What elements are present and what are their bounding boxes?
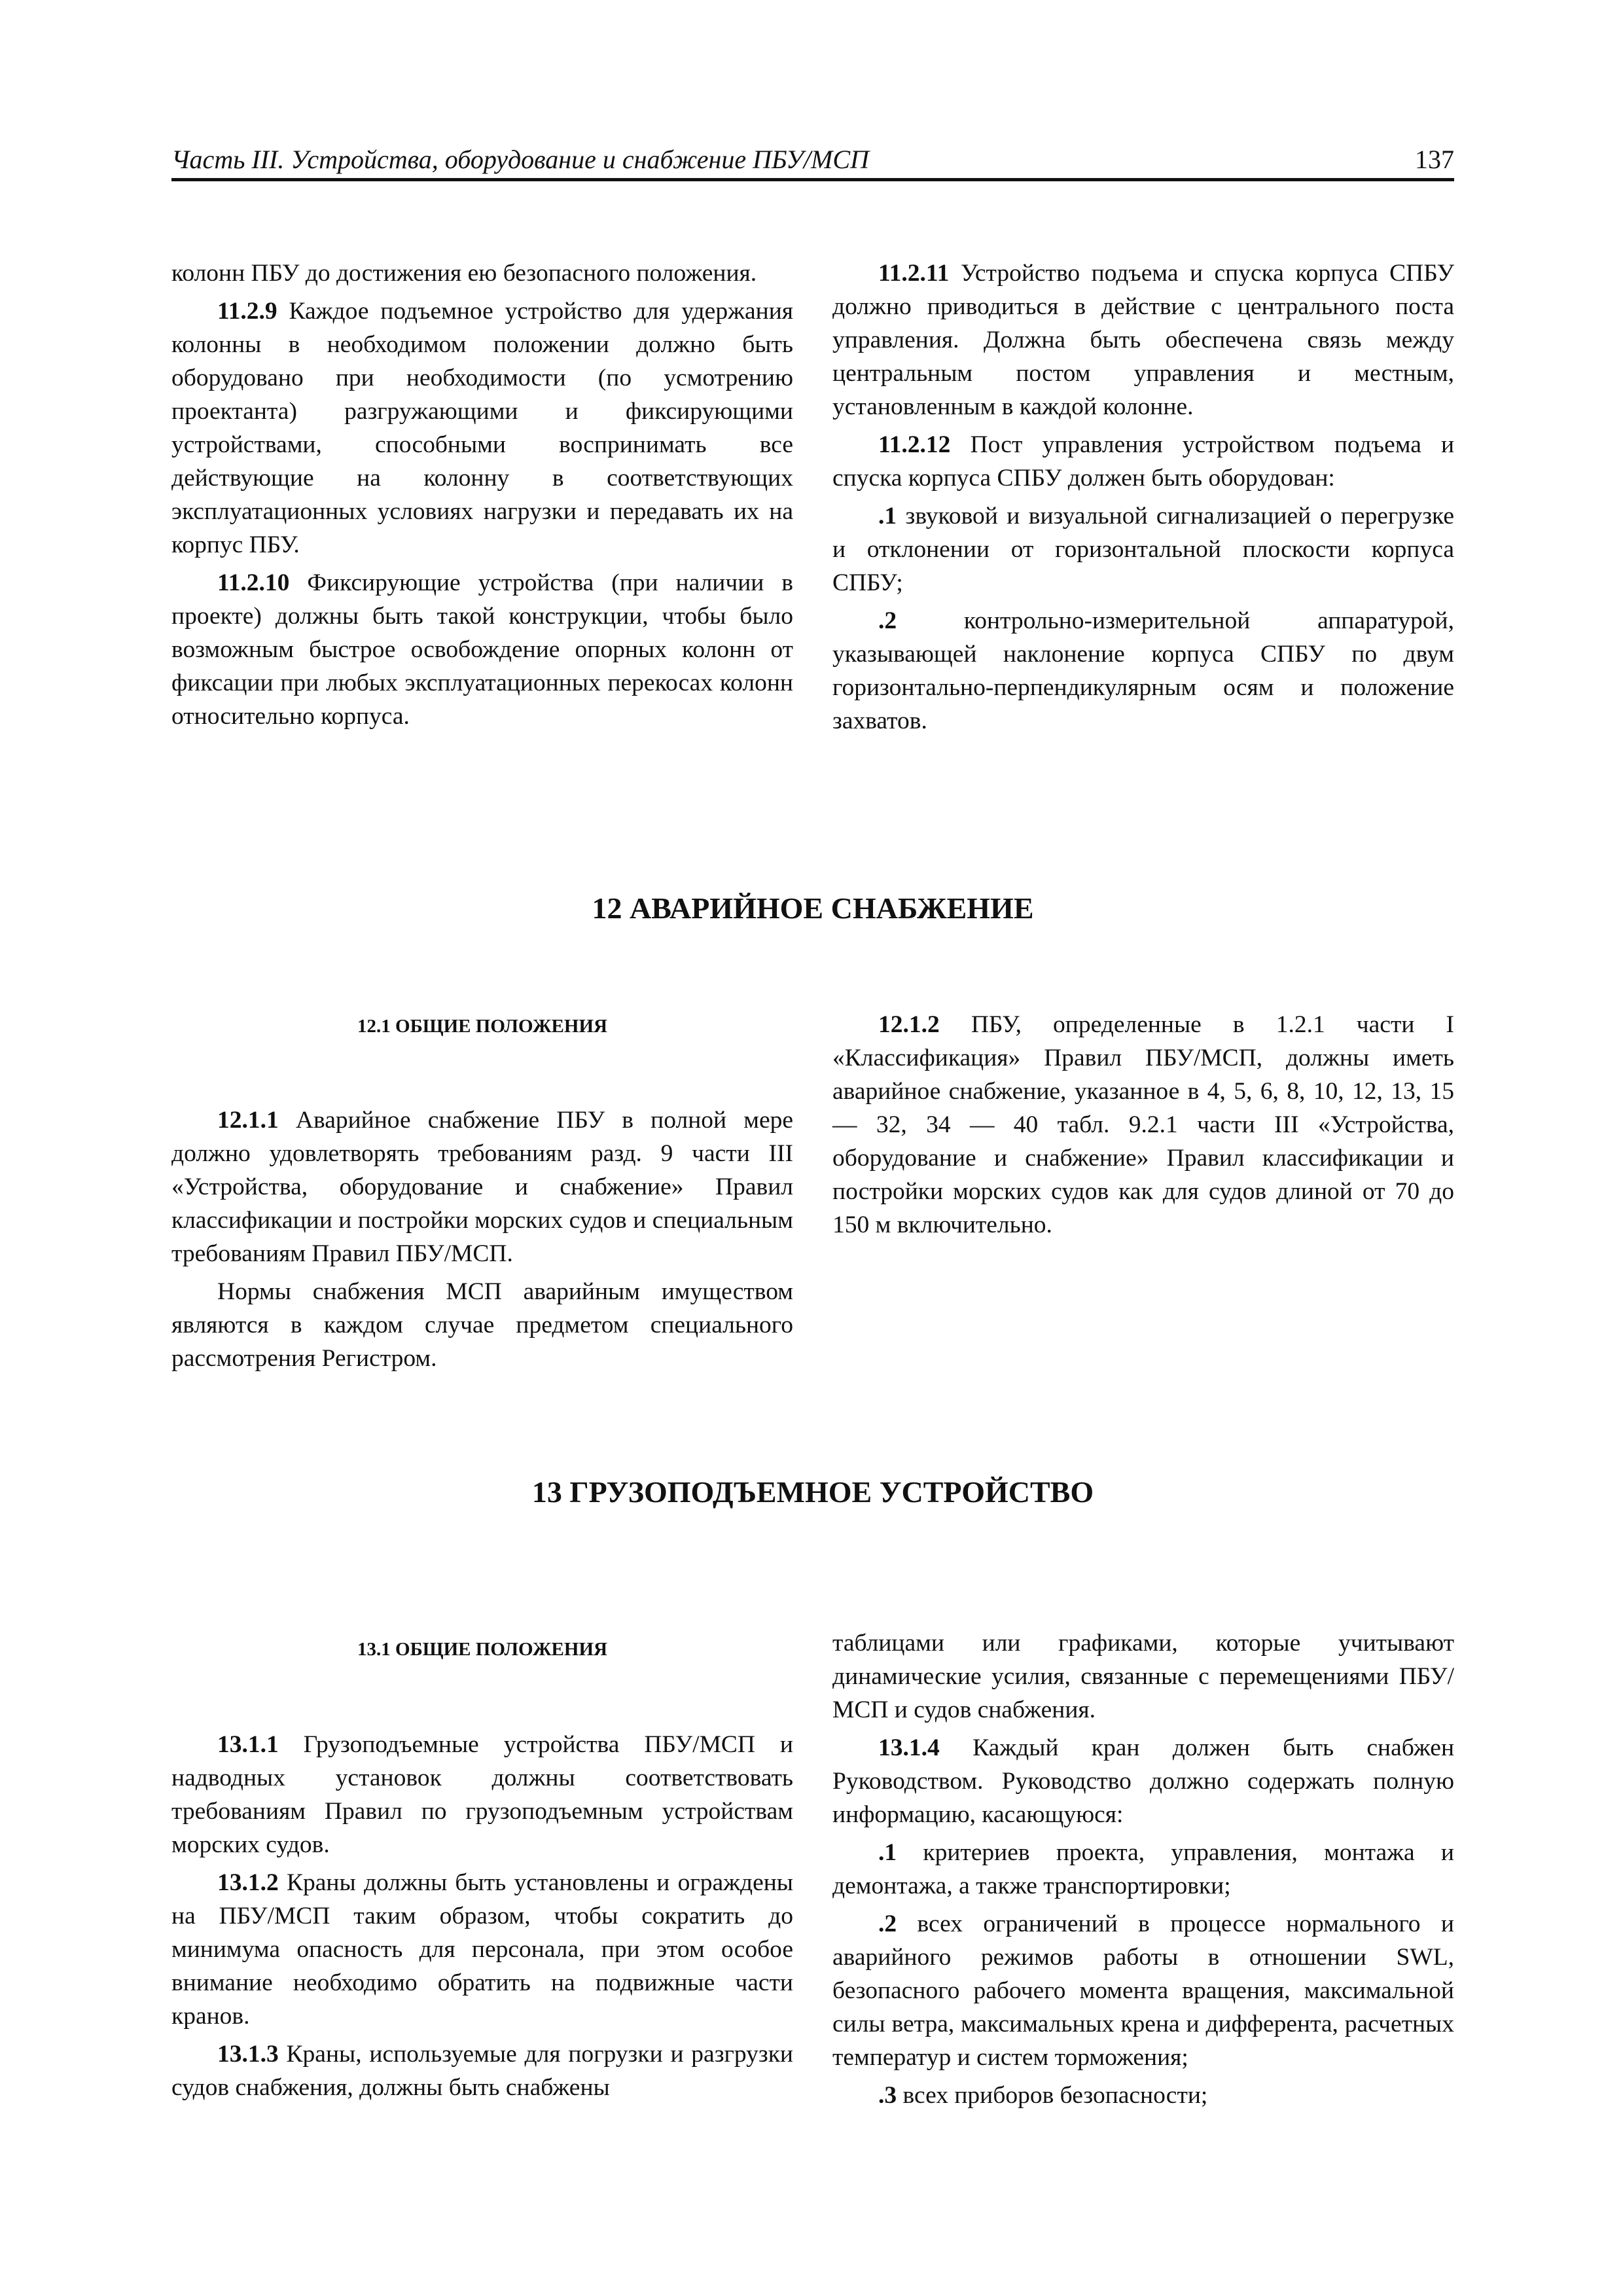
paragraph-11-2-11: 11.2.11 Устройство подъема и спуска корпуса СПБУ должно приводиться в действие с центрального поста управления. Должна быть обеспечена связь между центральным постом управления и местным, установленным в каждой колонне. [832, 260, 1454, 420]
paragraph: таблицами или графиками, которые учитывают динамические усилия, связанные с перемещениями ПБУ/МСП и судов снабжения. [832, 1630, 1454, 1723]
paragraph: Нормы снабжения МСП аварийным имуществом являются в каждом случае предметом специального рассмотрения Регистром. [171, 1278, 793, 1372]
chapter-12-title: 12 АВАРИЙНОЕ СНАБЖЕНИЕ [592, 891, 1034, 925]
paragraph-11-2-12: 11.2.12 Пост управления устройством подъема и спуска корпуса СПБУ должен быть оборудован: [832, 431, 1455, 492]
section-12-1-heading: 12.1 ОБЩИЕ ПОЛОЖЕНИЯ [357, 1016, 607, 1037]
paragraph-11-2-9: 11.2.9 Каждое подъемное устройство для удержания колонны в необходимом положении должно быть оборудовано при необходимости (по усмотрению проектанта) разгружающими и фиксирующими устройствами, способными воспринимать все действующие на колонну в соответствующих эксплуатационных условиях нагрузки и передавать их на корпус ПБУ. [171, 298, 794, 558]
paragraph-12-1-2: 12.1.2 ПБУ, определенные в 1.2.1 части I «Классификация» Правил ПБУ/МСП, должны иметь аварийное снабжение, указанное в 4, 5, 6, 8, 10, 12, 13, 15 — 32, 34 — 40 табл. 9.2.1 части III «Устройства, оборудование и снабжение» Правил классификации и постройки морских судов как для судов длиной от 70 до 150 м включительно. [832, 1011, 1454, 1238]
top-right-column [832, 257, 1454, 742]
section-13-1-heading: 13.1 ОБЩИЕ ПОЛОЖЕНИЯ [357, 1639, 607, 1660]
section13-left-column [171, 1636, 793, 2109]
list-item: .2 контрольно-измерительной аппаратурой, указывающей наклонение корпуса СПБУ по двум горизонтально-перпендикулярным осям и положение захватов. [832, 607, 1455, 734]
top-left-column [171, 257, 793, 738]
running-title: Часть III. Устройства, оборудование и снабжение ПБУ/МСП [171, 145, 869, 174]
section13-right-column [832, 1626, 1454, 2117]
running-header [171, 143, 1454, 181]
clause-number: 12.1.2 [878, 1011, 940, 1038]
paragraph-13-1-2: 13.1.2 Краны должны быть установлены и ограждены на ПБУ/МСП таким образом, чтобы сократить до минимума опасность для персонала, при этом особое внимание необходимо обратить на подвижные части кранов. [171, 1869, 794, 2030]
clause-number: 11.2.10 [217, 569, 290, 596]
section12-left-column [171, 1013, 793, 1380]
clause-number: 11.2.12 [878, 431, 951, 458]
clause-number: 11.2.11 [878, 260, 950, 287]
clause-number: 13.1.2 [217, 1869, 279, 1896]
clause-number: 13.1.3 [217, 2041, 279, 2068]
paragraph: колонн ПБУ до достижения ею безопасного положения. [171, 260, 757, 287]
paragraph-11-2-10: 11.2.10 Фиксирующие устройства (при наличии в проекте) должны быть такой конструкции, чтобы было возможным быстрое освобождение опорных колонн от фиксации при любых эксплуатационных перекосах колонн относительно корпуса. [171, 569, 793, 730]
section12-right-column [832, 1008, 1454, 1246]
clause-number: 11.2.9 [217, 298, 277, 325]
paragraph-13-1-3: 13.1.3 Краны, используемые для погрузки и разгрузки судов снабжения, должны быть снабжены [171, 2041, 793, 2101]
paragraph-13-1-4: 13.1.4 Каждый кран должен быть снабжен Руководством. Руководство должно содержать полную информацию, касающуюся: [832, 1734, 1455, 1828]
paragraph-13-1-1: 13.1.1 Грузоподъемные устройства ПБУ/МСП и надводных установок должны соответствовать требованиям Правил по грузоподъемным устройствам морских судов. [171, 1731, 793, 1858]
list-item: .1 звуковой и визуальной сигнализацией о перегрузке и отклонении от горизонтальной плоскости корпуса СПБУ; [832, 503, 1454, 596]
paragraph-12-1-1: 12.1.1 Аварийное снабжение ПБУ в полной мере должно удовлетворять требованиям разд. 9 части III «Устройства, оборудование и снабжение» Правил классификации и постройки морских судов и специальным требованиям Правил ПБУ/МСП. [171, 1107, 793, 1267]
list-item: .2 всех ограничений в процессе нормального и аварийного режимов работы в отношении SWL, безопасного рабочего момента вращения, максимальной силы ветра, максимальных крена и дифферента, расчетных температур и систем торможения; [832, 1910, 1454, 2071]
clause-number: 12.1.1 [217, 1107, 279, 1134]
list-item: .1 критериев проекта, управления, монтажа и демонтажа, а также транспортировки; [832, 1839, 1454, 1899]
list-item: .3 всех приборов безопасности; [878, 2082, 1208, 2109]
clause-number: 13.1.1 [217, 1731, 279, 1758]
clause-number: 13.1.4 [878, 1734, 940, 1761]
chapter-13-title: 13 ГРУЗОПОДЪЕМНОЕ УСТРОЙСТВО [531, 1475, 1094, 1509]
page-number: 137 [1415, 145, 1454, 174]
